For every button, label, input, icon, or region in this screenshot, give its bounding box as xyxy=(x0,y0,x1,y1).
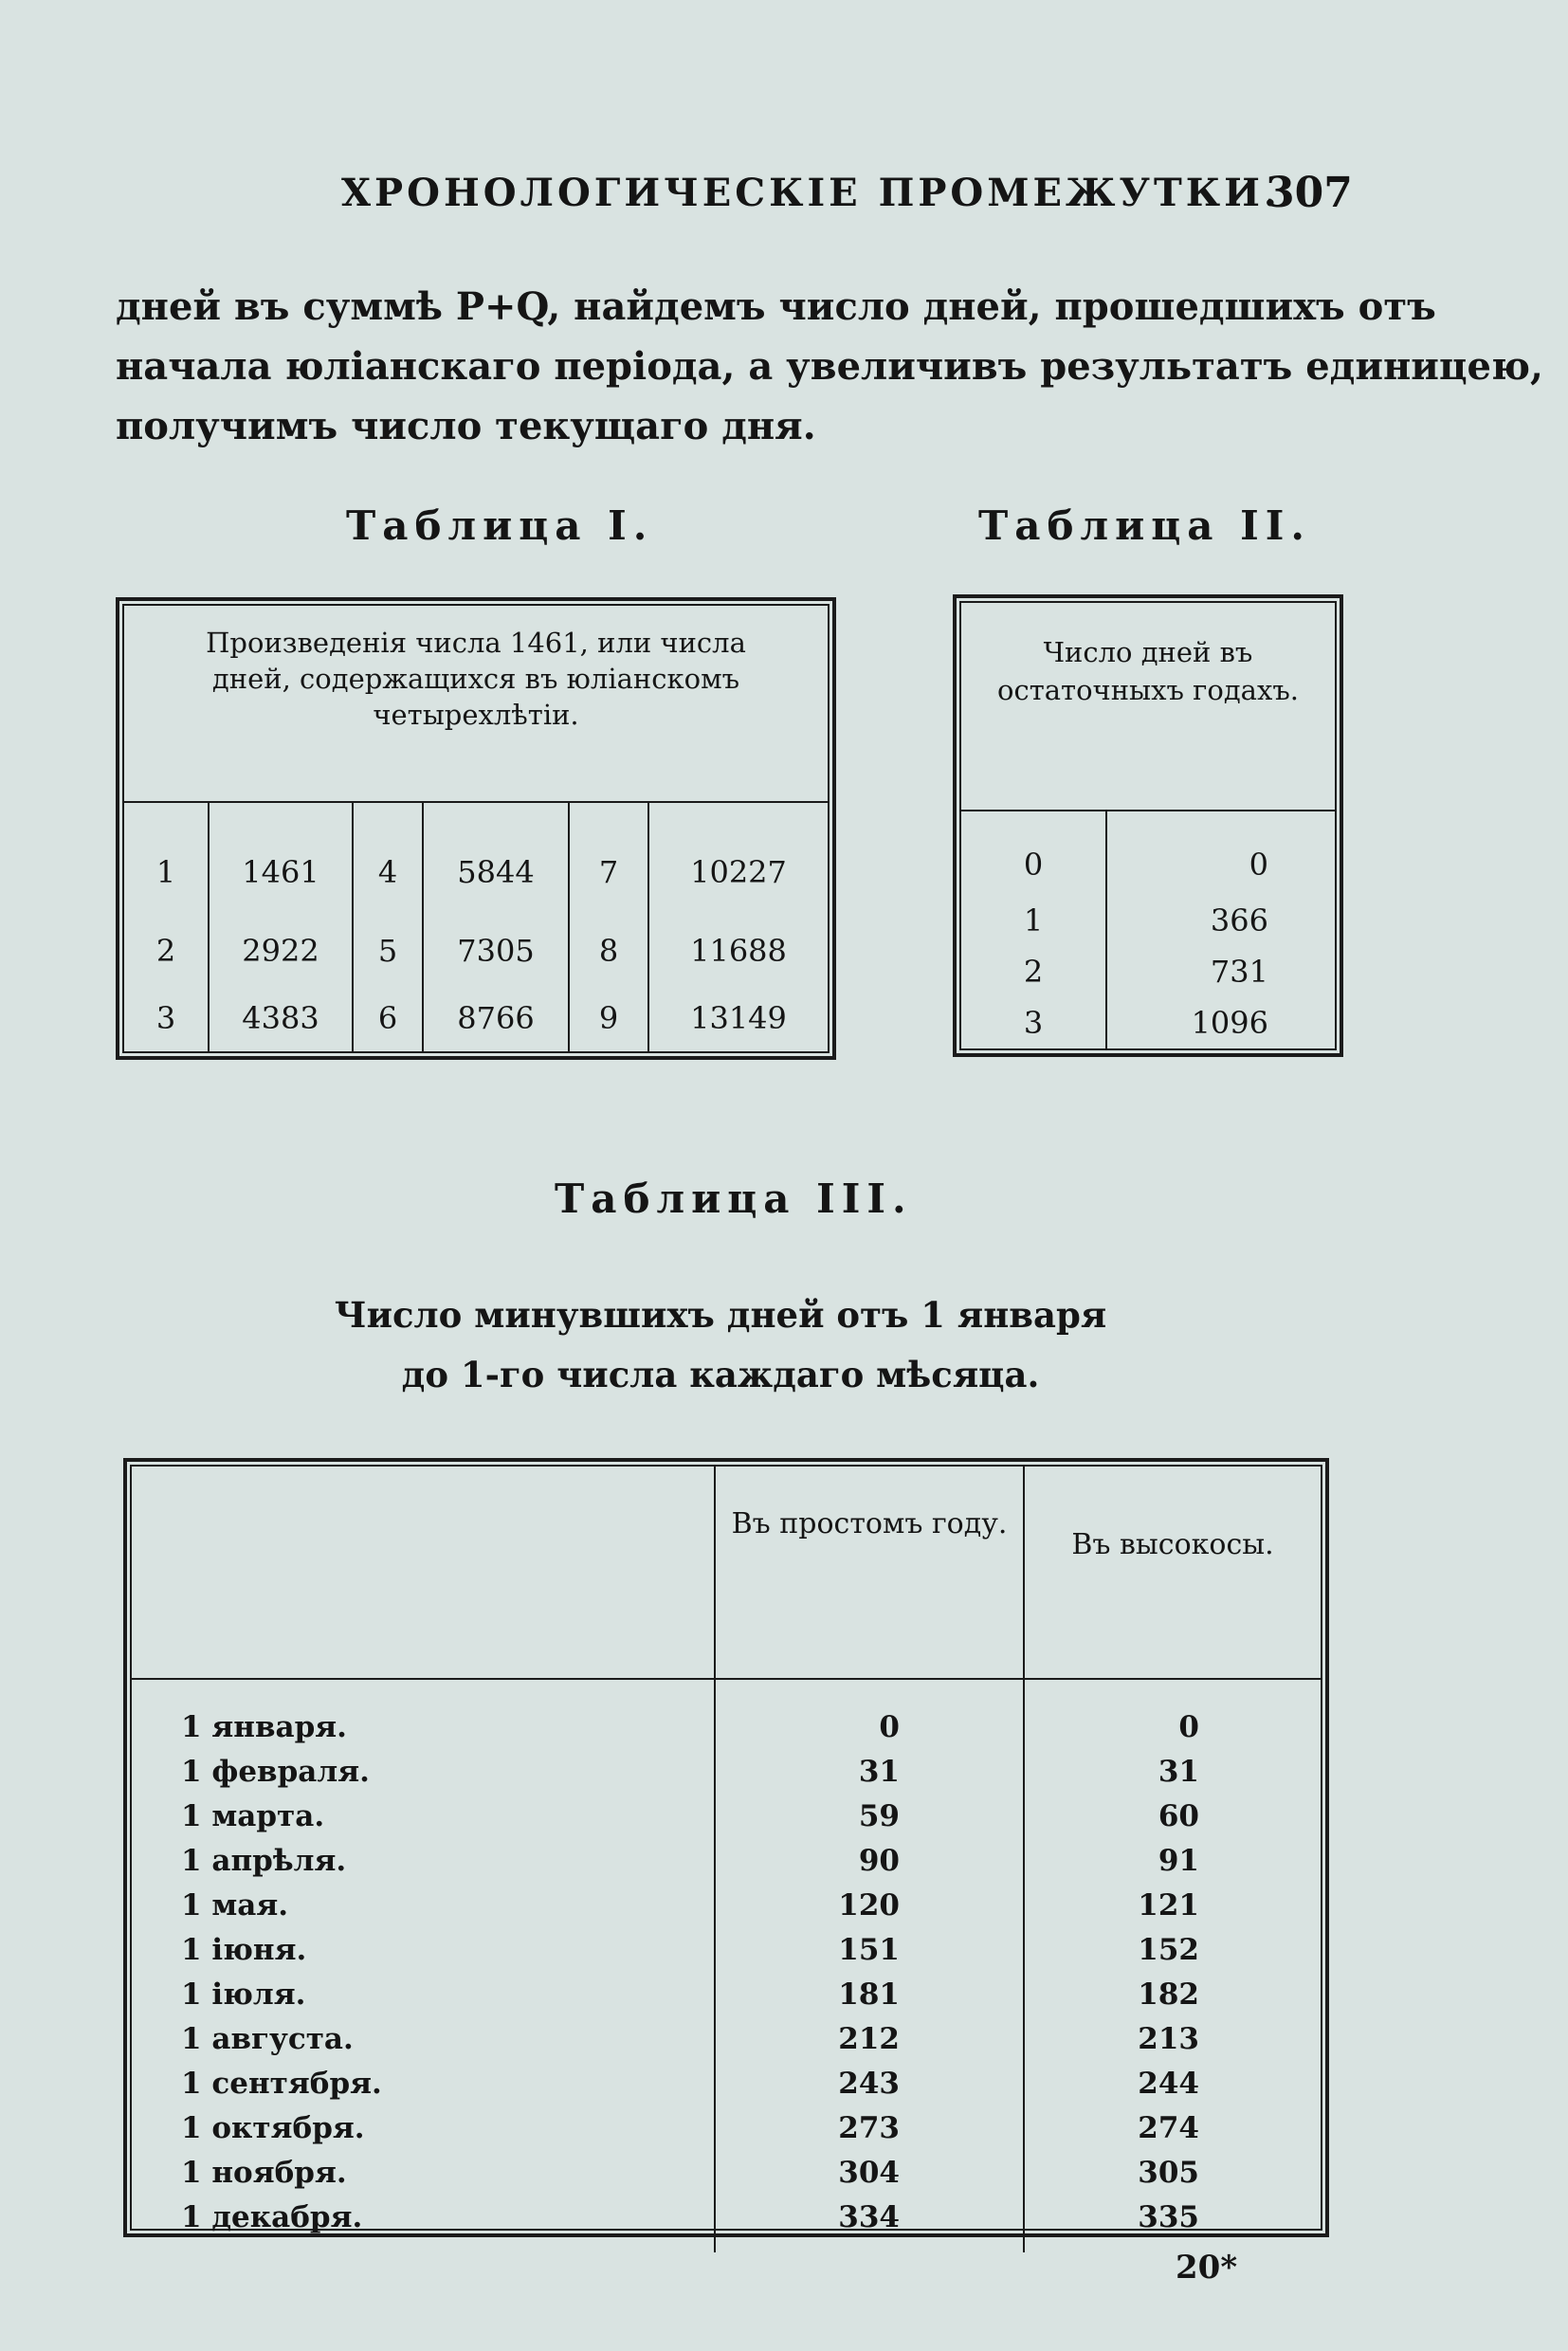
table-cell: 31 xyxy=(715,1749,1024,1794)
table-cell: 1 xyxy=(155,854,176,891)
table-cell: 31 xyxy=(1024,1749,1321,1794)
table-cell: 1 октября. xyxy=(181,2110,365,2145)
table-row xyxy=(132,1838,1321,1883)
table-cell: 305 xyxy=(1024,2150,1321,2195)
table-row xyxy=(132,1972,1321,2016)
table-cell: 7305 xyxy=(423,917,569,984)
table-cell: 1 xyxy=(1023,902,1044,939)
table-row xyxy=(132,2150,1321,2195)
table-cell: 2 xyxy=(1023,954,1044,991)
table-cell: 1 августа. xyxy=(181,2021,354,2056)
table2 xyxy=(953,594,1343,1057)
table-cell: 731 xyxy=(1106,946,1335,997)
table-row xyxy=(961,997,1335,1048)
table-cell: 243 xyxy=(715,2061,1024,2105)
table-cell: 244 xyxy=(1024,2061,1321,2105)
table-cell: 181 xyxy=(715,1972,1024,2016)
table-cell: 1 марта. xyxy=(181,1798,325,1833)
table-row xyxy=(132,1883,1321,1927)
table3-leap-year-header: Въ высокосы. xyxy=(1024,1467,1321,1679)
table-cell: 274 xyxy=(1024,2105,1321,2150)
table-cell: 10227 xyxy=(648,802,828,917)
table-cell: 212 xyxy=(715,2016,1024,2061)
table3-caption-line2: до 1-го числа каждаго мѣсяца. xyxy=(401,1354,1040,1395)
table-cell: 335 xyxy=(1024,2195,1321,2252)
table3 xyxy=(123,1458,1329,2237)
table-cell: 90 xyxy=(715,1838,1024,1883)
body-paragraph xyxy=(116,277,1543,456)
table-cell: 3 xyxy=(1023,1005,1044,1042)
table-cell: 4 xyxy=(353,802,423,917)
table-cell: 5 xyxy=(353,917,423,984)
table-cell: 0 xyxy=(1023,847,1044,884)
table-cell: 121 xyxy=(1024,1883,1321,1927)
table-row xyxy=(132,2016,1321,2061)
table-row xyxy=(124,917,828,984)
table1-header: Произведенія числа 1461, или числа дней, содержащихся въ юліанскомъ четырехлѣтіи. xyxy=(124,606,828,802)
table2-title: Таблица II. xyxy=(978,502,1312,549)
table1-title: Таблица I. xyxy=(346,502,654,549)
table-cell: 1 іюля. xyxy=(181,1977,306,2012)
table-row xyxy=(961,895,1335,946)
table-cell: 304 xyxy=(715,2150,1024,2195)
paragraph-line: получимъ число текущаго дня. xyxy=(116,404,816,448)
table-row xyxy=(132,1794,1321,1838)
table-cell: 5844 xyxy=(423,802,569,917)
table-row xyxy=(132,1679,1321,1749)
table-cell: 2922 xyxy=(209,917,353,984)
table-cell: 334 xyxy=(715,2195,1024,2252)
table-cell: 152 xyxy=(1024,1927,1321,1972)
table-cell: 1 ноября. xyxy=(181,2155,347,2190)
table-row xyxy=(124,802,828,917)
table-cell: 59 xyxy=(715,1794,1024,1838)
table-row xyxy=(124,984,828,1051)
table-cell: 366 xyxy=(1106,895,1335,946)
table-cell: 9 xyxy=(569,984,648,1051)
table-cell: 0 xyxy=(715,1679,1024,1749)
table-cell: 1 декабря. xyxy=(181,2199,363,2234)
paragraph-line: начала юліанскаго періода, а увеличивъ результатъ единицею, xyxy=(116,344,1543,389)
paragraph-line: дней въ суммѣ P+Q, найдемъ число дней, прошедшихъ отъ xyxy=(116,284,1436,329)
table-cell: 6 xyxy=(353,984,423,1051)
table-cell: 60 xyxy=(1024,1794,1321,1838)
table3-title: Таблица III. xyxy=(555,1176,913,1222)
table-cell: 1 апрѣля. xyxy=(181,1843,347,1878)
table1 xyxy=(116,597,836,1060)
table-cell: 1 сентября. xyxy=(181,2066,382,2101)
table-cell: 2 xyxy=(155,932,176,969)
table-cell: 1 мая. xyxy=(181,1887,289,1923)
table-cell: 1461 xyxy=(209,802,353,917)
table-cell: 8 xyxy=(569,917,648,984)
table-cell: 273 xyxy=(715,2105,1024,2150)
table-cell: 0 xyxy=(1106,811,1335,895)
page-number: 307 xyxy=(1266,169,1353,217)
table-row xyxy=(132,2195,1321,2252)
table-row xyxy=(132,1927,1321,1972)
table-cell: 1096 xyxy=(1106,997,1335,1048)
table-cell: 8766 xyxy=(423,984,569,1051)
table-cell: 120 xyxy=(715,1883,1024,1927)
table-row xyxy=(961,946,1335,997)
table-cell: 3 xyxy=(155,999,176,1036)
table-cell: 182 xyxy=(1024,1972,1321,2016)
table-cell: 1 іюня. xyxy=(181,1932,307,1967)
table-cell: 11688 xyxy=(648,917,828,984)
table-cell: 1 февраля. xyxy=(181,1754,370,1789)
table-row xyxy=(132,1749,1321,1794)
table-row xyxy=(961,811,1335,895)
table-cell: 4383 xyxy=(209,984,353,1051)
table3-simple-year-header: Въ простомъ году. xyxy=(715,1467,1024,1679)
running-head: ХРОНОЛОГИЧЕСКІЕ ПРОМЕЖУТКИ. xyxy=(341,171,1281,215)
table2-header: Число дней въ остаточныхъ годахъ. xyxy=(961,603,1335,811)
table3-month-header xyxy=(132,1467,715,1679)
table-cell: 213 xyxy=(1024,2016,1321,2061)
table-cell: 0 xyxy=(1024,1679,1321,1749)
table-cell: 91 xyxy=(1024,1838,1321,1883)
printer-signature: 20* xyxy=(1176,2249,1238,2287)
table-row xyxy=(132,2105,1321,2150)
table-row xyxy=(132,2061,1321,2105)
table-cell: 7 xyxy=(569,802,648,917)
table-cell: 151 xyxy=(715,1927,1024,1972)
table-cell: 1 января. xyxy=(181,1709,347,1744)
table-cell: 13149 xyxy=(648,984,828,1051)
table3-caption-line1: Число минувшихъ дней отъ 1 января xyxy=(334,1294,1107,1336)
